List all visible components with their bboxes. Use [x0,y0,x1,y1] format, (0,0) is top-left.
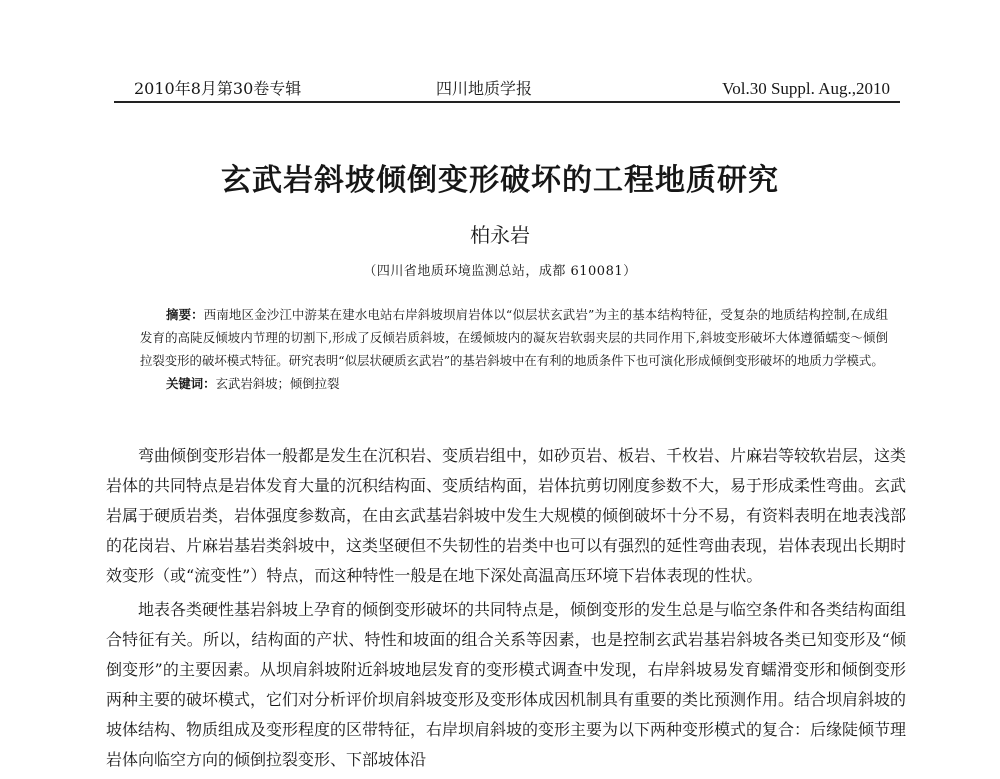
author-affiliation: （四川省地质环境监测总站，成都 610081） [363,264,637,279]
abstract-block [140,303,888,395]
journal-issue-date: 2010年8月第30卷专辑 [134,79,302,98]
author-name: 柏永岩 [470,223,530,247]
body-paragraph-2: 地表各类硬性基岩斜坡上孕育的倾倒变形破坏的共同特点是，倾倒变形的发生总是与临空条件和各类结构面组合特征有关。所以，结构面的产状、特性和坡面的组合关系等因素，也是控制玄武岩基岩斜坡各类已知变形及“倾倒变形”的主要因素。从坝肩斜坡附近斜坡地层发育的变形模式调查中发现，右岸斜坡易发育蠕滑变形和倾倒变形两种主要的破坏模式，它们对分析评价坝肩斜坡变形及变形体成因机制具有重要的类比预测作用。结合坝肩斜坡的坡体结构、物质组成及变形程度的区带特征，右岸坝肩斜坡的变形主要为以下两种变形模式的复合：后缘陡倾节理岩体向临空方向的倾倒拉裂变形、下部坡体沿 [106,600,907,769]
keywords-label: 关键词： [166,376,216,391]
abstract-paragraph [140,303,888,372]
header-rule [114,101,900,103]
volume-info: Vol.30 Suppl. Aug.,2010 [722,79,890,98]
abstract-text: 西南地区金沙江中游某在建水电站右岸斜坡坝肩岩体以“似层状玄武岩”为主的基本结构特征，受复杂的地质结构控制,在成组发育的高陡反倾坡内节理的切割下,形成了反倾岩质斜坡，在缓倾坡内的凝灰岩软弱夹层的共同作用下,斜坡变形破坏大体遵循蠕变～倾倒拉裂变形的破坏模式特征。研究表明“似层状硬质玄武岩”的基岩斜坡中在有利的地质条件下也可演化形成倾倒变形破坏的地质力学模式。 [140,307,889,368]
body-paragraph-1: 弯曲倾倒变形岩体一般都是发生在沉积岩、变质岩组中，如砂页岩、板岩、千枚岩、片麻岩等较软岩层，这类岩体的共同特点是岩体发育大量的沉积结构面、变质结构面，岩体抗剪切刚度参数不大，易于形成柔性弯曲。玄武岩属于硬质岩类，岩体强度参数高，在由玄武基岩斜坡中发生大规模的倾倒破坏十分不易，有资料表明在地表浅部的花岗岩、片麻岩基岩类斜坡中，这类坚硬但不失韧性的岩类中也可以有强烈的延性弯曲表现，岩体表现出长期时效变形（或“流变性”）特点，而这种特性一般是在地下深处高温高压环境下岩体表现的性状。 [106,446,907,585]
keywords-text: 玄武岩斜坡；倾倒拉裂 [215,376,340,391]
article-title: 玄武岩斜坡倾倒变形破坏的工程地质研究 [221,163,779,198]
abstract-label: 摘要： [166,307,204,322]
journal-name: 四川地质学报 [436,79,533,98]
body-text [106,441,906,779]
keywords-line [140,372,888,395]
